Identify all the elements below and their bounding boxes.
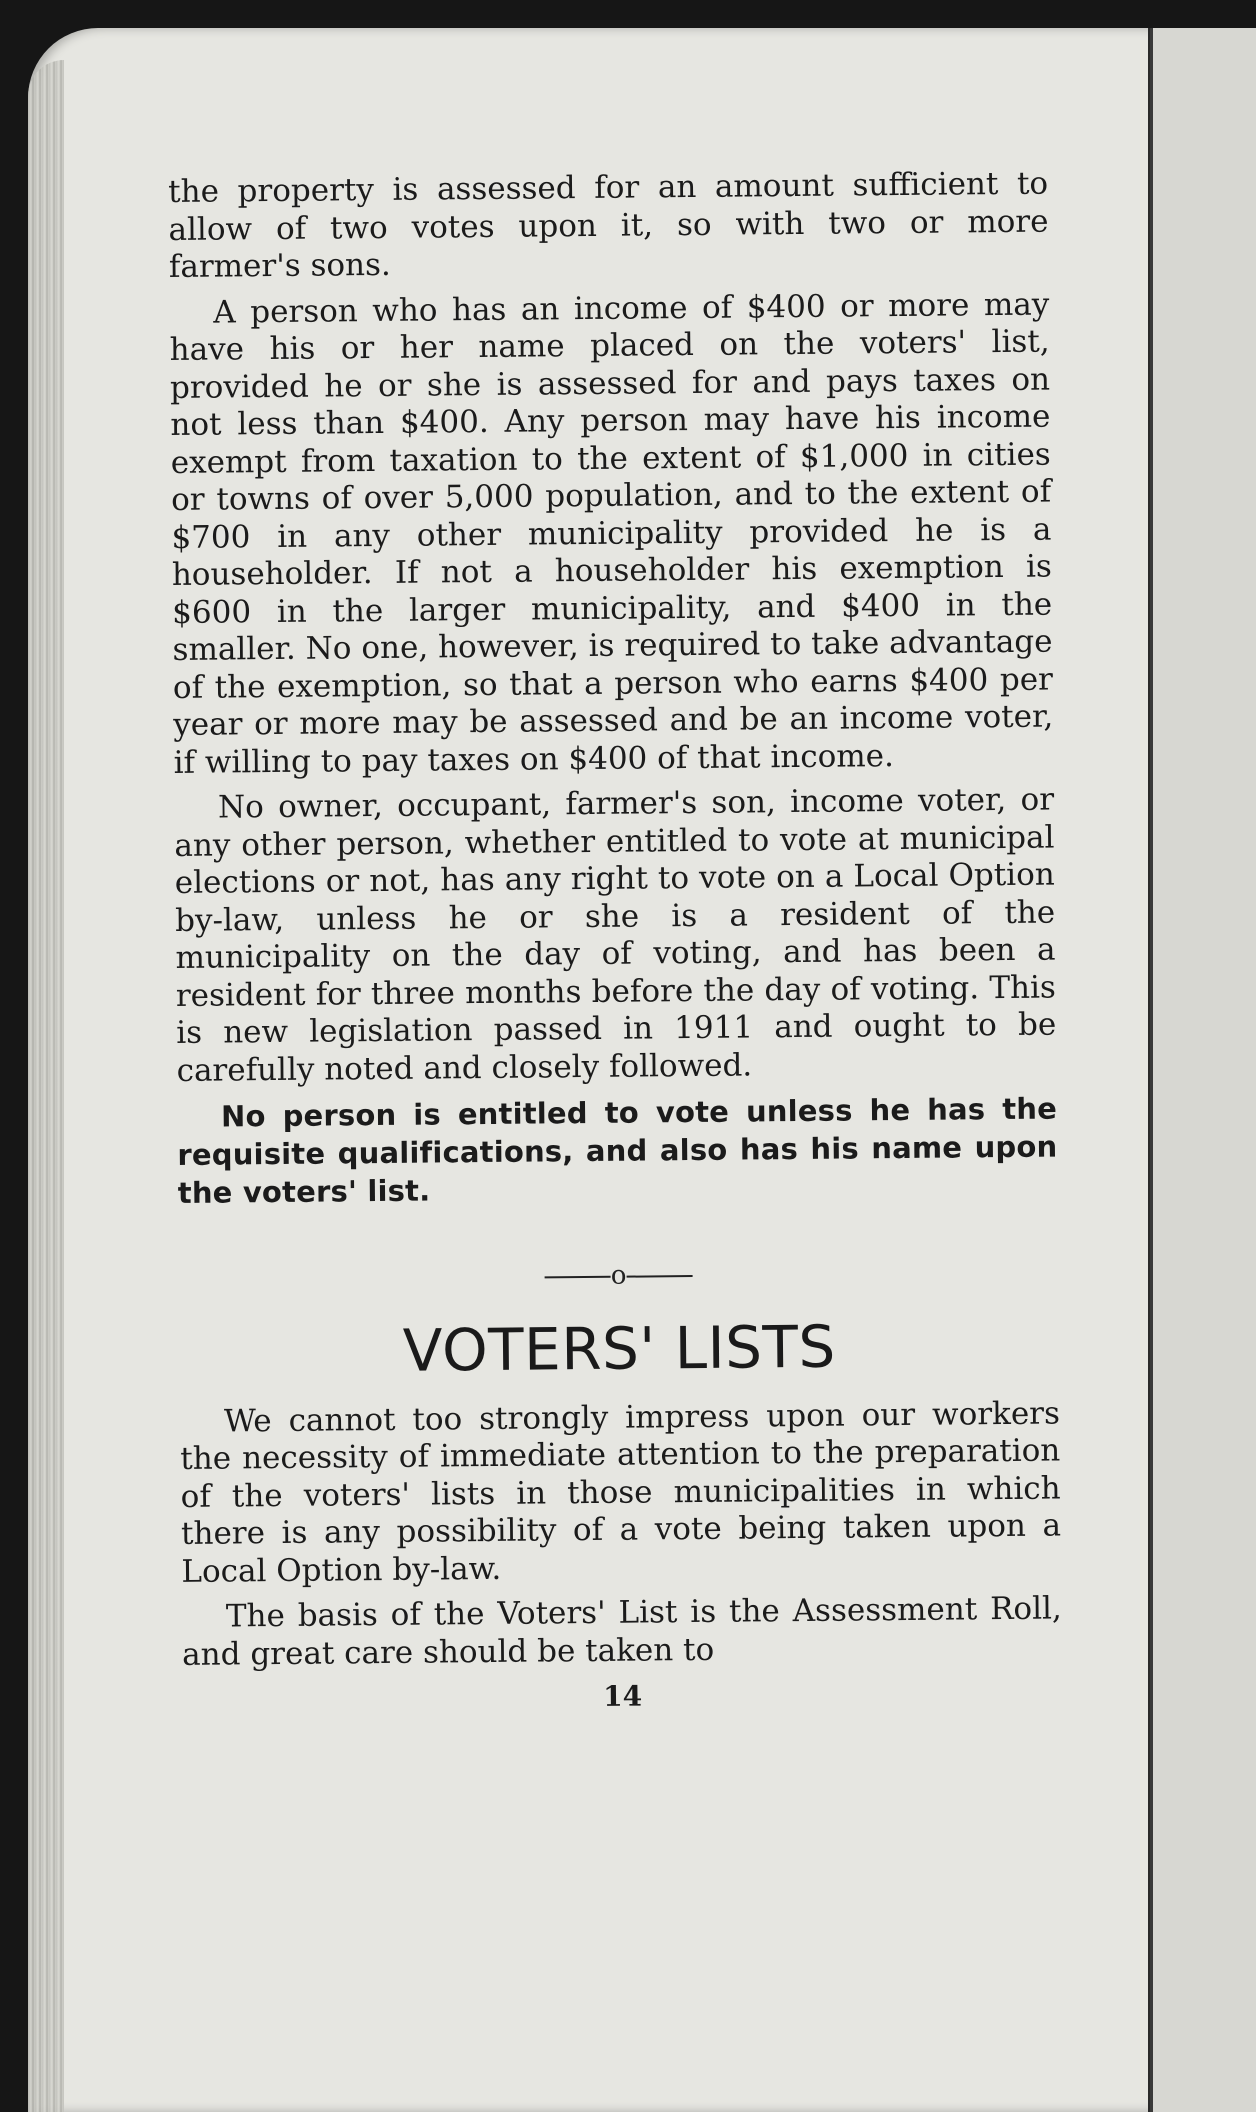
page-text-block	[168, 166, 1063, 1720]
page-number: 14	[602, 1679, 643, 1713]
gutter-line	[1150, 28, 1153, 2112]
paragraph-continuation: the property is assessed for an amount sufficient to allow of two votes upon it, so with two or more farmer's sons.	[168, 165, 1049, 285]
paragraph-workers-impress: We cannot too strongly impress upon our workers the necessity of immediate attention to the preparation of the voters' lists in those municipalities in which there is any possibility of a vote being taken upon a Local Option by-law.	[180, 1394, 1062, 1590]
facing-page-edge	[1148, 28, 1256, 2112]
paragraph-residency: No owner, occupant, farmer's son, income voter, or any other person, whether entitled to vote at municipal elections or not, has any right to vote on a Local Option by-law, unless he or she is a resident of the municipality on the day of voting, and has been a resident for three months before the day of voting. This is new legislation passed in 1911 and ought to be carefully noted and closely followed.	[174, 781, 1057, 1089]
paragraph-qualification-note: No person is entitled to vote unless he has the requisite qualifications, and also has his name upon the voters' list.	[177, 1091, 1058, 1210]
section-heading: VOTERS' LISTS	[402, 1312, 837, 1385]
section-divider	[178, 1254, 1058, 1300]
paragraph-assessment-roll: The basis of the Voters' List is the Assessment Roll, and great care should be taken to	[182, 1590, 1062, 1673]
page-edges	[28, 60, 64, 2112]
divider-ornament: o	[610, 1260, 627, 1291]
divider-rule-right	[626, 1275, 692, 1278]
divider-rule-left	[545, 1276, 611, 1279]
paragraph-income-voter: A person who has an income of $400 or more may have his or her name placed on the voters' list, provided he or she is assessed for and pays taxes on not less than $400. Any person may have his income exempt from taxation to the extent of $1,000 in cities or towns of over 5,000 population, and to the extent of $700 in any other municipality provided he is a householder. If not a householder his exemption is $600 in the larger municipality, and $400 in the smaller. No one, however, is required to take advantage of the exemption, so that a person who earns $400 per year or more may be assessed and be an income voter, if willing to pay taxes on $400 of that income.	[169, 286, 1054, 781]
